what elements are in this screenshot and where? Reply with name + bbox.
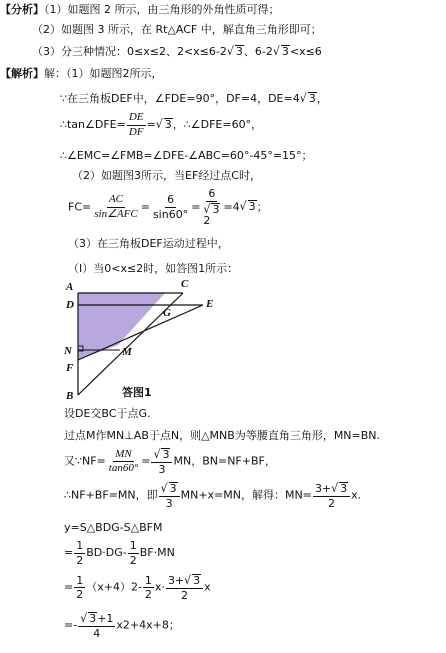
- solution-line-12: ∴NF+BF=MN，即 $\frac{√ 3}{3}$ MN+x=MN，解得：MN= $\frac{3+√ 3}{2}$ x.: [64, 481, 362, 510]
- radical-sign: √: [160, 481, 168, 496]
- label-D: D: [66, 299, 74, 311]
- radical-sign: √: [299, 91, 307, 106]
- solution-line-3: ∴tan∠DFE= $\frac{DE}{DF}$ =√ 3，∴∠DFE=60°，: [60, 111, 263, 138]
- solution-line-8: （I）当0<x≤2时，如答图1所示：: [68, 262, 239, 275]
- radical-sign: √: [239, 199, 247, 214]
- label-N: N: [64, 345, 72, 357]
- analysis-line-3: （3）分三种情况：0≤x≤2、2<x≤6-2√ 3、6-2√ 3<x≤6: [32, 44, 322, 59]
- solution-line-7: （3）在三角板DEF运动过程中，: [68, 237, 229, 250]
- solution-line-13: y=S△BDG-S△BFM: [64, 521, 163, 534]
- solution-tag: 【解析】: [0, 67, 44, 80]
- radical-sign: √: [155, 117, 163, 132]
- radical-sign: √: [184, 573, 192, 588]
- radical-sign: √: [203, 202, 211, 216]
- solution-line-4: ∴∠EMC=∠FMB=∠DFE-∠ABC=60°-45°=15°；: [60, 149, 313, 162]
- solution-line-9: 设DE交BC于点G.: [64, 407, 151, 420]
- radical-sign: √: [80, 611, 88, 626]
- solution-line-11: 又∵NF= $\frac{MN}{\tan 60^\circ}$ = $\frac{√ 3}{3}$ MN，BN=NF+BF，: [64, 447, 276, 476]
- solution-line-16: =- $\frac{√ 3+1}{4}$ x2+4x+8；: [64, 611, 180, 640]
- label-G: G: [163, 307, 171, 319]
- label-A: A: [66, 281, 74, 293]
- radical-sign: √: [331, 481, 339, 496]
- solution-line-10: 过点M作MN⊥AB于点N，则△MNB为等腰直角三角形，MN=BN.: [64, 429, 381, 442]
- analysis-line-1: 【分析】（1）如题图 2 所示，由三角形的外角性质可得；: [0, 3, 280, 16]
- solution-line-1: 【解析】解：（1）如题图2所示，: [0, 67, 163, 80]
- label-F: F: [66, 362, 74, 374]
- solution-line-6: FC= $\frac{AC}{\text{sin∠AFC}}$ = $\frac{6}{\sin 60^\circ}$ = 6 √ 3 2 =4√ 3；: [68, 187, 268, 228]
- solution-line-2: ∵在三角板DEF中，∠FDE=90°，DF=4，DE=4√ 3，: [60, 91, 328, 106]
- label-E: E: [206, 298, 214, 310]
- solution-line-14: = $\frac{1}{2}$ BD·DG- $\frac{1}{2}$ BF·MN: [64, 539, 175, 567]
- analysis-line-2: （2）如题图 3 所示，在 Rt△ACF 中，解直角三角形即可；: [32, 23, 322, 36]
- figure-caption: 答图1: [122, 386, 152, 399]
- solution-line-5: （2）如题图3所示，当EF经过点C时，: [72, 169, 261, 182]
- label-M: M: [122, 346, 132, 358]
- label-C: C: [181, 278, 189, 290]
- radical-sign: √: [153, 447, 161, 462]
- radical-sign: √: [272, 44, 280, 59]
- analysis-tag: 【分析】: [0, 3, 44, 16]
- radical-sign: √: [226, 44, 234, 59]
- solution-line-15: = $\frac{1}{2}$ （x+4）2- $\frac{1}{2}$ x· $\frac{3+√ 3}{2}$ x: [64, 573, 211, 602]
- label-B: B: [66, 390, 74, 402]
